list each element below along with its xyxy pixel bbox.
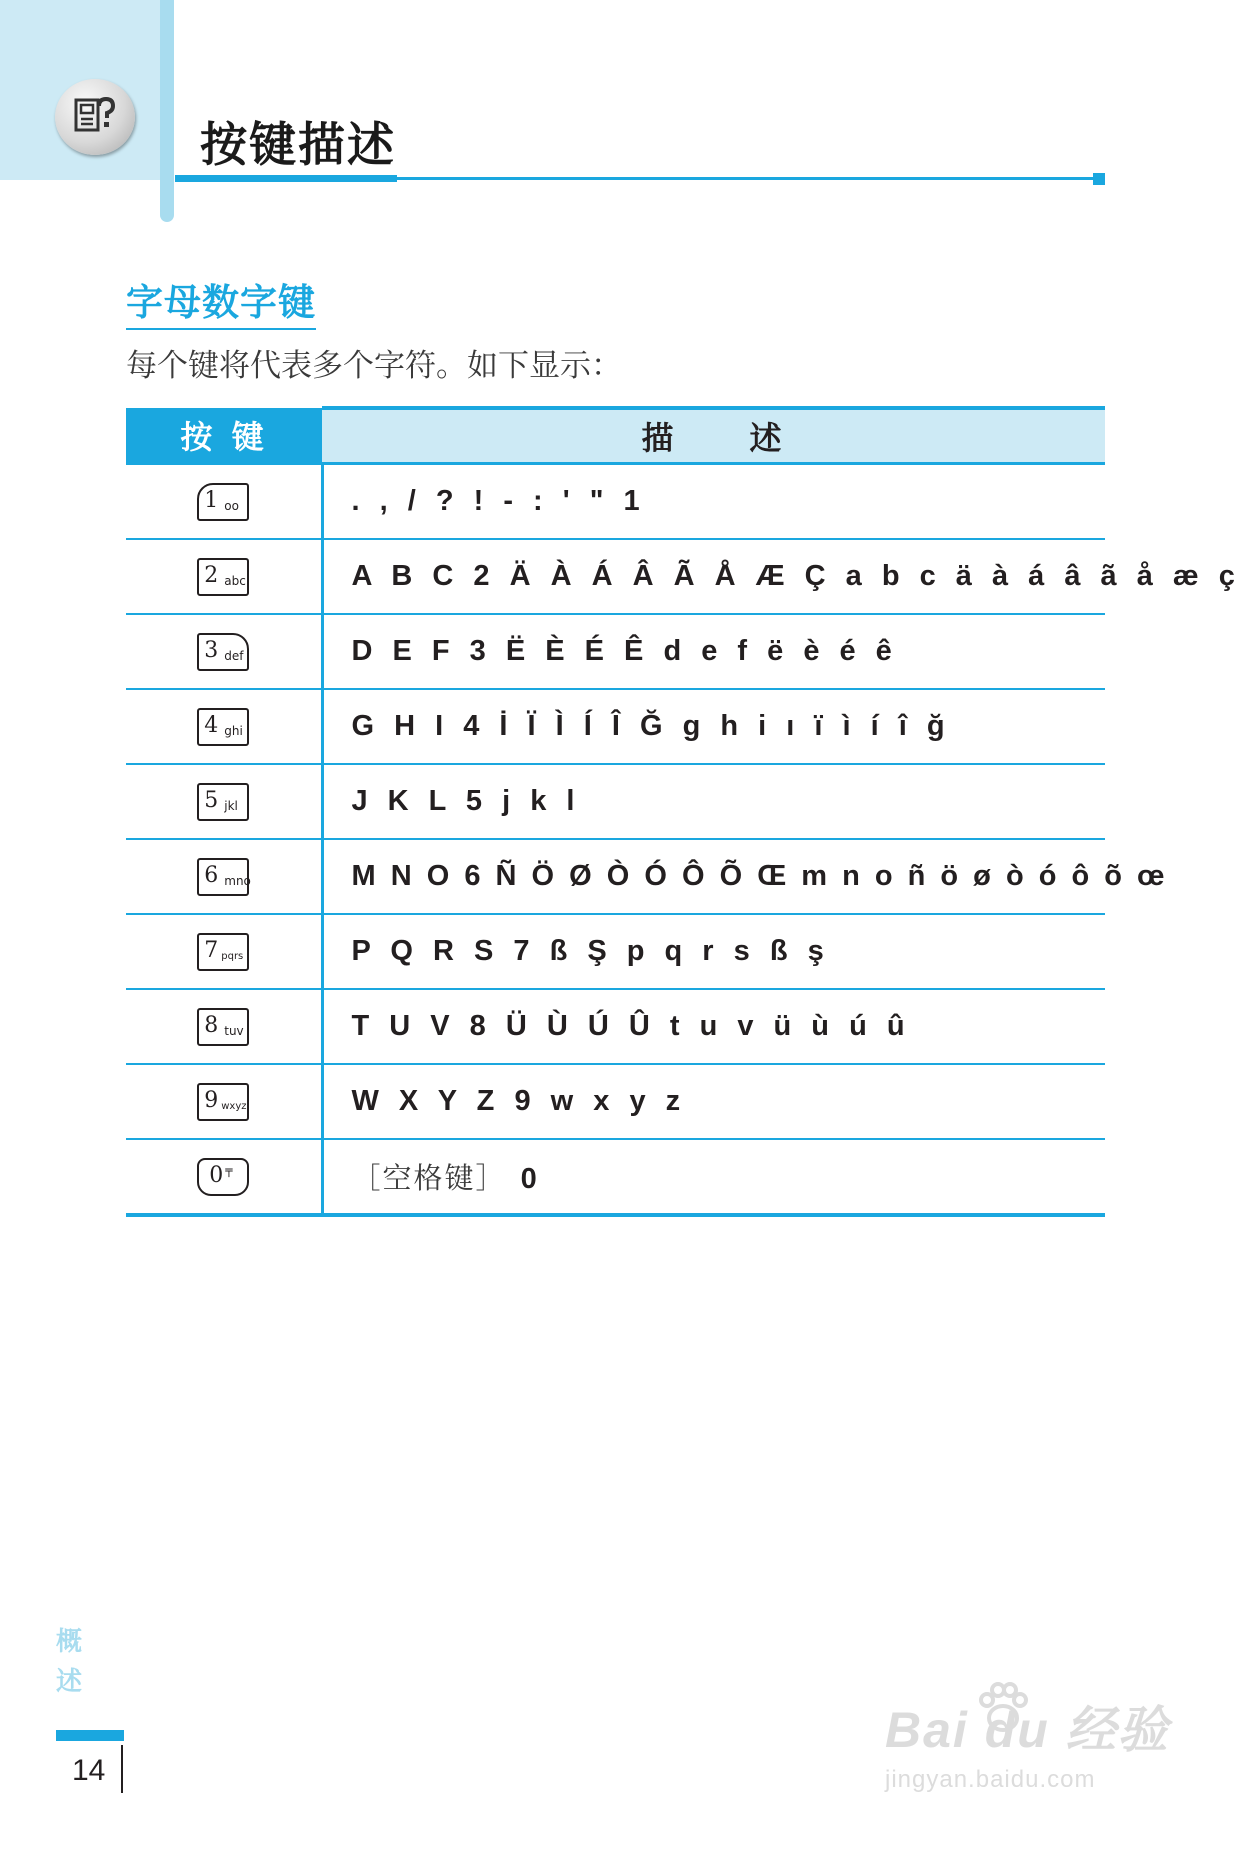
key-characters: P Q R S 7 ß Ş p q r s ß ş (322, 914, 1105, 989)
key-characters: G H I 4 İ Ï Ì Í Î Ğ g h i ı ï ì í î ğ (322, 689, 1105, 764)
title-underline (175, 175, 397, 182)
key-letters: wxyz (221, 1100, 247, 1112)
key-number: 1 (204, 487, 219, 513)
side-tab-label: 概述 (55, 1627, 82, 1697)
space-symbol-icon: ╤ (225, 1162, 233, 1177)
key-letters: jkl (224, 798, 238, 813)
key-characters: T U V 8 Ü Ù Ú Û t u v ü ù ú û (322, 989, 1105, 1064)
watermark-domain: jingyan.baidu.com (885, 1766, 1096, 1793)
intro-text: 每个键将代表多个字符。如下显示： (126, 348, 622, 384)
key-3-def-icon (197, 633, 249, 671)
key-cell (126, 539, 322, 614)
key-number: 2 (204, 562, 219, 588)
corner-bar (160, 0, 174, 222)
column-header-description: 描 述 (322, 408, 1105, 464)
table-row (126, 1139, 1105, 1215)
table-row (126, 614, 1105, 689)
key-cell (126, 839, 322, 914)
page-number-divider (121, 1745, 123, 1793)
key-number: 9 (204, 1087, 219, 1113)
key-letters: def (224, 648, 244, 663)
key-characters: 0 (520, 1163, 543, 1195)
key-cell (126, 989, 322, 1064)
table-row (126, 539, 1105, 614)
title-rule-end-marker (1093, 173, 1105, 185)
table-row (126, 839, 1105, 914)
table-row (126, 464, 1105, 540)
watermark (885, 1690, 1170, 1794)
page-number: 14 (72, 1754, 106, 1787)
key-cell (126, 764, 322, 839)
key-8-tuv-icon (197, 1008, 249, 1046)
key-description-table (126, 406, 1241, 1217)
key-2-abc-icon (197, 558, 249, 596)
key-6-mno-icon (197, 858, 249, 896)
key-9-wxyz-icon (197, 1083, 249, 1121)
key-letters: pqrs (221, 950, 244, 962)
table-header-row (126, 408, 1105, 464)
key-letters: ghi (224, 723, 243, 738)
key-characters: . , / ? ! - : ' " 1 (322, 464, 1105, 540)
key-cell (126, 1064, 322, 1139)
paw-logo-icon (973, 1678, 1033, 1738)
key-cell (126, 464, 322, 540)
key-letters: abc (224, 573, 246, 588)
key-0-space-icon (197, 1158, 249, 1196)
key-cell (126, 914, 322, 989)
page-tab-bar (56, 1730, 124, 1741)
key-characters: M N O 6 Ñ Ö Ø Ò Ó Ô Õ Œ m n o ñ ö ø ò ó ô õ œ (322, 839, 1105, 914)
key-number: 0 (209, 1162, 224, 1188)
key-7-pqrs-icon (197, 933, 249, 971)
column-header-key: 按 键 (126, 408, 322, 464)
key-number: 7 (204, 937, 219, 963)
key-number: 3 (204, 637, 219, 663)
key-characters-cell (322, 1139, 1105, 1215)
title-rule (397, 177, 1097, 180)
key-cell (126, 1139, 322, 1215)
key-number: 8 (204, 1012, 219, 1038)
key-characters: J K L 5 j k l (322, 764, 1105, 839)
key-number: 4 (204, 712, 219, 738)
key-characters: D E F 3 Ë È É Ê d e f ë è é ê (322, 614, 1105, 689)
manual-question-icon (55, 79, 135, 155)
key-letters: mno (224, 873, 251, 888)
key-cell (126, 614, 322, 689)
table-row (126, 689, 1105, 764)
key-number: 5 (204, 787, 219, 813)
table-row (126, 1064, 1105, 1139)
key-letters: oo (224, 498, 239, 513)
table-row (126, 764, 1105, 839)
voicemail-icon (197, 483, 249, 521)
table-row (126, 989, 1105, 1064)
chapter-title: 按键描述 (200, 118, 396, 173)
space-key-label: ［空格键］ (351, 1161, 507, 1195)
key-characters: A B C 2 Ä À Á Â Ã Å Æ Ç a b c ä à á â ã å æ ç (322, 539, 1105, 614)
key-cell (126, 689, 322, 764)
watermark-brand: Bai du 经验 (885, 1702, 1170, 1758)
key-characters: W X Y Z 9 w x y z (322, 1064, 1105, 1139)
section-heading: 字母数字键 (126, 272, 316, 330)
key-number: 6 (204, 862, 219, 888)
key-4-ghi-icon (197, 708, 249, 746)
table-row (126, 914, 1105, 989)
key-letters: tuv (224, 1023, 244, 1038)
key-5-jkl-icon (197, 783, 249, 821)
